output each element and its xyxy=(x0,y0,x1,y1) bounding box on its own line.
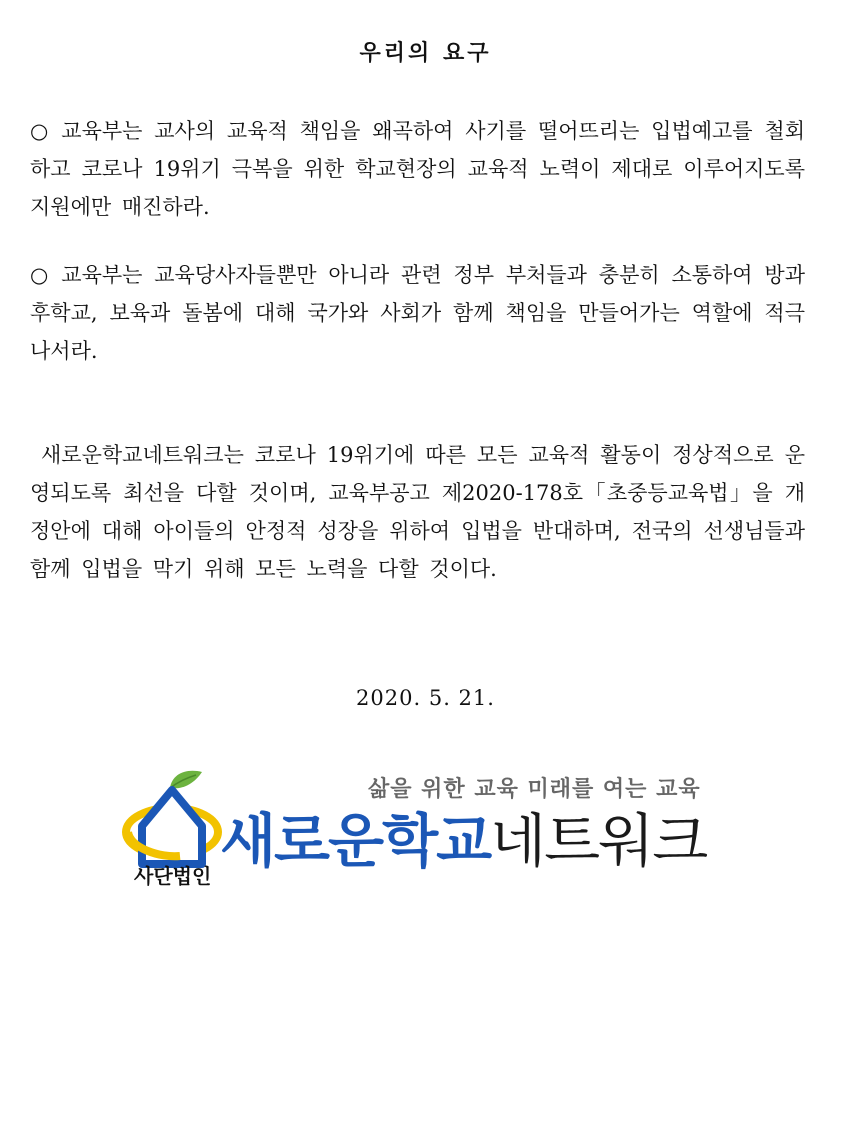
document-date: 2020. 5. 21. xyxy=(356,686,495,710)
demand-paragraph-1: ○ 교육부는 교사의 교육적 책임을 왜곡하여 사기를 떨어뜨리는 입법예고를 철회하고 코로나 19위기 극복을 위한 학교현장의 교육적 노력이 제대로 이루어지도록 지원에만 매진하라. xyxy=(30,119,805,219)
logo-name-regular: 네트워크 xyxy=(490,807,707,875)
statement-paragraph: 새로운학교네트워크는 코로나 19위기에 따른 모든 교육적 활동이 정상적으로 운영되도록 최선을 다할 것이며, 교육부공고 제2020-178호「초중등교육법」을 개정안에 대해 아이들의 안정적 성장을 위하여 입법을 반대하며, 전국의 선생님들과 함께 입법을 막기 위해 모든 노력을 다할 것이다. xyxy=(30,443,805,581)
document-title: 우리의 요구 xyxy=(359,40,492,66)
logo-corporation-label: 사단법인 xyxy=(134,864,212,888)
organization-logo xyxy=(120,760,720,900)
logo-wordmark xyxy=(220,806,706,876)
logo-slogan: 삶을 위한 교육 미래를 여는 교육 xyxy=(368,777,701,802)
logo-name-bold: 새로운학교 xyxy=(220,807,491,875)
demand-paragraph-2: ○ 교육부는 교육당사자들뿐만 아니라 관련 정부 부처들과 충분히 소통하여 방과후학교, 보육과 돌봄에 대해 국가와 사회가 함께 책임을 만들어가는 역할에 적극 나서라. xyxy=(30,263,805,363)
